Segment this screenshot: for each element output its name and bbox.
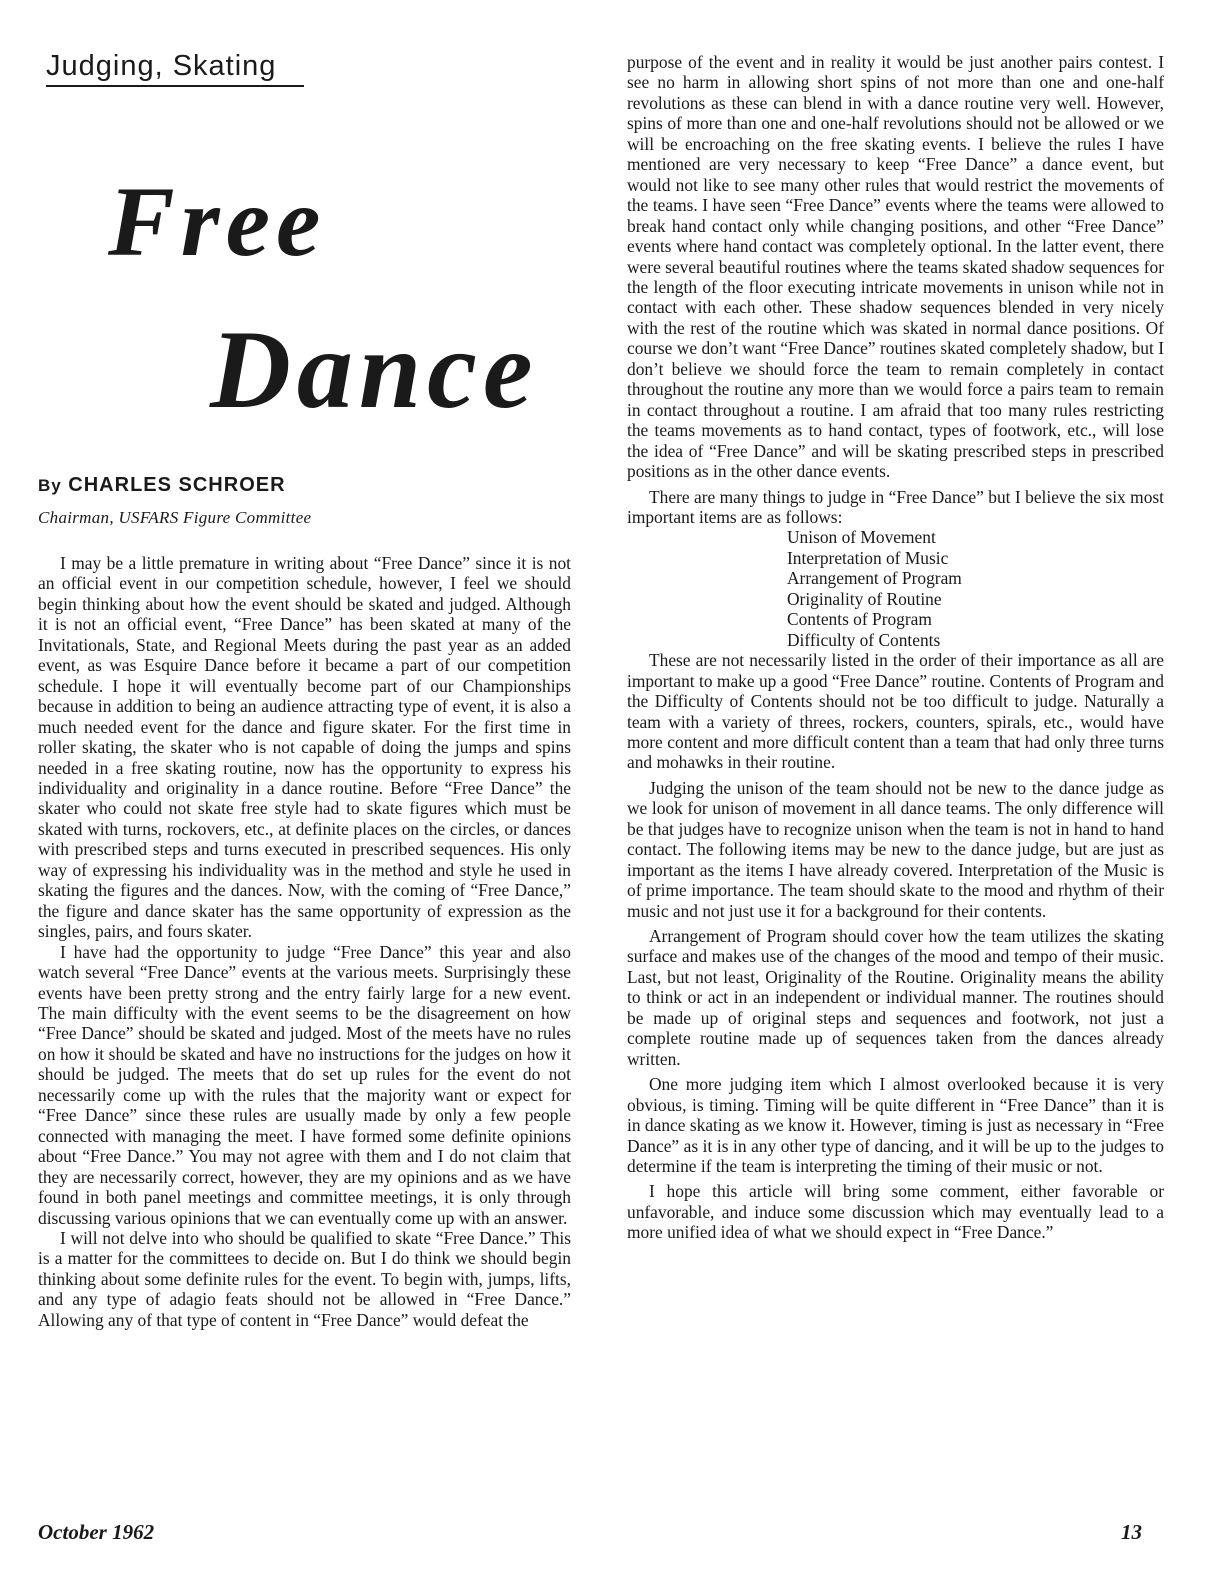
paragraph: I hope this article will bring some comment, either favorable or unfavorable, and induce some discussion which may eventually lead to a more unified idea of what we should expect in “Free Dance.” [627,1181,1164,1243]
article-title-line-2: Dance [210,308,539,432]
byline [38,474,286,497]
criteria-item: Originality of Routine [787,588,942,609]
paragraph: These are not necessarily listed in the order of their importance as all are important to make up a good “Free Dance” routine. Contents of Program and the Difficulty of Contents should not be too difficult to judge. Naturally a team with a variety of threes, rockers, counters, spirals, etc., would have more content and more difficult content than a team that had only three turns and mohawks in their routine. [627,650,1164,773]
byline-prefix: By [38,476,62,495]
paragraph: There are many things to judge in “Free Dance” but I believe the six most important items are as follows: [627,486,1164,527]
criteria-item: Unison of Movement [787,527,936,548]
paragraph-continuation: purpose of the event and in reality it would be just another pairs contest. I see no harm in allowing short spins of not more than one and one-half revolutions as these can blend in with a dance routine very well. However, spins of more than one and one-half revolutions should not be allowed or we will be encroaching on the free skating events. I believe the rules I have mentioned are very necessary to keep “Free Dance” a dance event, but would not like to see many other rules that would restrict the movements of the teams. I have seen “Free Dance” events where the teams were allowed to break hand contact only while changing positions, and other “Free Dance” events where hand contact was completely optional. In the latter event, there were several beautiful routines where the teams skated shadow sequences for the length of the floor executing intricate movements in unison while not in contact with each other. These shadow sequences blended in very nicely with the rest of the routine which was skated in normal dance positions. Of course we don’t want “Free Dance” routines skated completely shadow, but I don’t believe we should force the team to remain completely in contact throughout the routine any more than we would force a pairs team to remain in contact throughout a routine. I am afraid that too many rules restricting the teams movements as to hand contact, types of footwork, etc., will lose the idea of “Free Dance” and will be skating prescribed steps in prescribed positions as in the other dance events. [627,52,1164,482]
judging-criteria-list [627,527,1164,650]
author-name: CHARLES SCHROER [68,474,286,496]
criteria-item: Arrangement of Program [787,568,962,589]
right-column [627,52,1164,1243]
left-column [38,553,571,1330]
paragraph: I have had the opportunity to judge “Free Dance” this year and also watch several “Free Dance” events at the various meets. Surprisingly these events have been pretty strong and the entry fairly large for a new event. The main difficulty with the event seems to be the disagreement on how “Free Dance” should be skated and judged. Most of the meets have no rules on how it should be skated and have no instructions for the judges on how it should be judged. The meets that do set up rules for the event do not necessarily come up with the rules that the majority want or expect for “Free Dance” since these rules are usually made by only a few people connected with managing the meet. I have formed some definite opinions about “Free Dance.” You may not agree with them and I do not claim that they are necessarily correct, however, they are my opinions and as we have found in both panel meetings and committee meetings, it is only through discussing various opinions that we can eventually come up with an answer. [38,941,571,1228]
section-heading: Judging, Skating [46,50,304,87]
paragraph: Arrangement of Program should cover how the team utilizes the skating surface and makes use of the changes of the mood and tempo of their music. Last, but not least, Originality of the Routine. Originality means the ability to think or act in an independent or individual manner. The routines should be made up of original steps and sequences and footwork, not just a complete routine made up of sequences taken from the dances already written. [627,926,1164,1069]
article-title-line-1: Free [108,166,327,277]
page-number: 13 [1121,1520,1142,1544]
criteria-item: Contents of Program [787,609,932,630]
author-title: Chairman, USFARS Figure Committee [38,508,312,527]
criteria-item: Interpretation of Music [787,547,949,568]
paragraph: Judging the unison of the team should not be new to the dance judge as we look for unison of movement in all dance teams. The only difference will be that judges have to recognize unison when the team is not in hand to hand contact. The following items may be new to the dance judge, but are just as important as the items I have already covered. Interpretation of the Music is of prime importance. The team should skate to the mood and rhythm of their music and not just use it for a background for their contents. [627,777,1164,921]
issue-date: October 1962 [38,1520,155,1544]
paragraph: I may be a little premature in writing about “Free Dance” since it is not an official event in our competition schedule, however, I feel we should begin thinking about how the event should be skated and judged. Although it is not an official event, “Free Dance” has been skated at many of the Invitationals, State, and Regional Meets during the past year as an added event, as was Esquire Dance before it became a part of our competition schedule. I hope it will eventually become part of our Championships because in addition to being an audience attracting type of event, it is also a much needed event for the dance and figure skater. For the first time in roller skating, the skater who is not capable of doing the jumps and spins needed in a free skating routine, now has the opportunity to express his individuality and originality in a dance routine. Before “Free Dance” the skater who could not skate free style had to skate figures which must be skated with turns, rockovers, etc., at definite places on the circles, or dances with prescribed steps and turns executed in prescribed sequences. His only way of expressing his individuality was in the method and style he used in skating the figures and the dances. Now, with the coming of “Free Dance,” the figure and dance skater has the same opportunity of expression as the singles, pairs, and fours skater. [38,553,571,942]
paragraph: One more judging item which I almost overlooked because it is very obvious, is timing. Timing will be quite different in “Free Dance” than it is in dance skating as we know it. However, timing is just as necessary in “Free Dance” as it is in any other type of dancing, and it will be up to the judges to determine if the team is interpreting the timing of their music or not. [627,1074,1164,1177]
criteria-item: Difficulty of Contents [787,629,941,650]
paragraph: I will not delve into who should be qualified to skate “Free Dance.” This is a matter for the committees to decide on. But I do think we should begin thinking about some definite rules for the event. To begin with, jumps, lifts, and any type of adagio feats should not be allowed in “Free Dance.” Allowing any of that type of content in “Free Dance” would defeat the [38,1227,571,1330]
